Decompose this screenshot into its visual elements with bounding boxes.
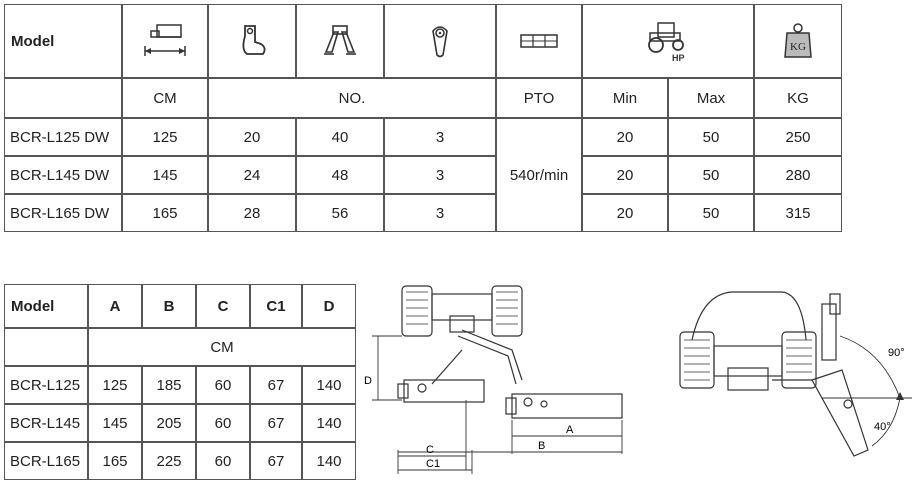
spec-table xyxy=(4,4,842,232)
cell-b: 225 xyxy=(142,442,196,480)
table-row xyxy=(4,194,842,232)
cell-c1: 67 xyxy=(250,404,302,442)
cell-y-blade: 40 xyxy=(296,118,384,156)
cell-hammer: 20 xyxy=(208,118,296,156)
cell-max: 50 xyxy=(668,194,754,232)
blank-cell xyxy=(4,328,88,366)
top-view-diagram xyxy=(362,280,652,480)
cell-c1: 67 xyxy=(250,366,302,404)
y-blade-icon xyxy=(296,4,384,78)
cell-c: 60 xyxy=(196,442,250,480)
dim-c1-label: C1 xyxy=(426,458,441,470)
cell-c: 60 xyxy=(196,404,250,442)
rear-view-diagram xyxy=(672,280,916,480)
belt-pulley-icon xyxy=(384,4,496,78)
cell-y-blade: 56 xyxy=(296,194,384,232)
unit-min: Min xyxy=(582,78,668,118)
dimensions-table xyxy=(4,284,356,480)
cell-a: 125 xyxy=(88,366,142,404)
pto-value: 540r/min xyxy=(496,118,582,232)
table-row xyxy=(4,404,356,442)
cell-a: 145 xyxy=(88,404,142,442)
angle-90-label: 90° xyxy=(888,347,905,359)
cell-belts: 3 xyxy=(384,194,496,232)
cell-hammer: 24 xyxy=(208,156,296,194)
cell-c1: 67 xyxy=(250,442,302,480)
cell-max: 50 xyxy=(668,118,754,156)
weight-kg-icon xyxy=(754,4,842,78)
model-name: BCR-L125 DW xyxy=(4,118,122,156)
table-row xyxy=(4,366,356,404)
cell-y-blade: 48 xyxy=(296,156,384,194)
cell-b: 205 xyxy=(142,404,196,442)
cell-min: 20 xyxy=(582,194,668,232)
col-c: C xyxy=(196,284,250,328)
cell-belts: 3 xyxy=(384,156,496,194)
cell-b: 185 xyxy=(142,366,196,404)
col-a: A xyxy=(88,284,142,328)
model-name: BCR-L145 DW xyxy=(4,156,122,194)
model-name: BCR-L145 xyxy=(4,404,88,442)
cell-belts: 3 xyxy=(384,118,496,156)
hp-label: HP xyxy=(672,53,685,63)
cell-kg: 315 xyxy=(754,194,842,232)
dim-b-label: B xyxy=(538,440,546,452)
cell-d: 140 xyxy=(302,404,356,442)
tractor-hp-icon xyxy=(582,4,754,78)
unit-cm: CM xyxy=(122,78,208,118)
unit-no: NO. xyxy=(208,78,496,118)
col-b: B xyxy=(142,284,196,328)
model-name: BCR-L165 xyxy=(4,442,88,480)
model-name: BCR-L165 DW xyxy=(4,194,122,232)
kg-icon-text: KG xyxy=(790,41,806,53)
col-d: D xyxy=(302,284,356,328)
table-row xyxy=(4,118,842,156)
model-header: Model xyxy=(4,4,122,78)
cell-d: 140 xyxy=(302,442,356,480)
cell-max: 50 xyxy=(668,156,754,194)
col-c1: C1 xyxy=(250,284,302,328)
model-header: Model xyxy=(4,284,88,328)
table-row xyxy=(4,156,842,194)
cell-kg: 250 xyxy=(754,118,842,156)
cell-width: 165 xyxy=(122,194,208,232)
cell-a: 165 xyxy=(88,442,142,480)
cell-min: 20 xyxy=(582,118,668,156)
cell-hammer: 28 xyxy=(208,194,296,232)
angle-40-label: 40° xyxy=(874,421,891,433)
model-name: BCR-L125 xyxy=(4,366,88,404)
unit-max: Max xyxy=(668,78,754,118)
pto-shaft-icon xyxy=(496,4,582,78)
cell-width: 145 xyxy=(122,156,208,194)
unit-kg: KG xyxy=(754,78,842,118)
unit-cm: CM xyxy=(88,328,356,366)
dim-d-label: D xyxy=(364,375,372,387)
cell-min: 20 xyxy=(582,156,668,194)
table-row xyxy=(4,442,356,480)
hammer-blade-icon xyxy=(208,4,296,78)
dim-c-label: C xyxy=(426,444,434,456)
dim-a-label: A xyxy=(566,424,574,436)
blank-cell xyxy=(4,78,122,118)
unit-pto: PTO xyxy=(496,78,582,118)
cell-d: 140 xyxy=(302,366,356,404)
working-width-icon xyxy=(122,4,208,78)
cell-kg: 280 xyxy=(754,156,842,194)
cell-width: 125 xyxy=(122,118,208,156)
cell-c: 60 xyxy=(196,366,250,404)
